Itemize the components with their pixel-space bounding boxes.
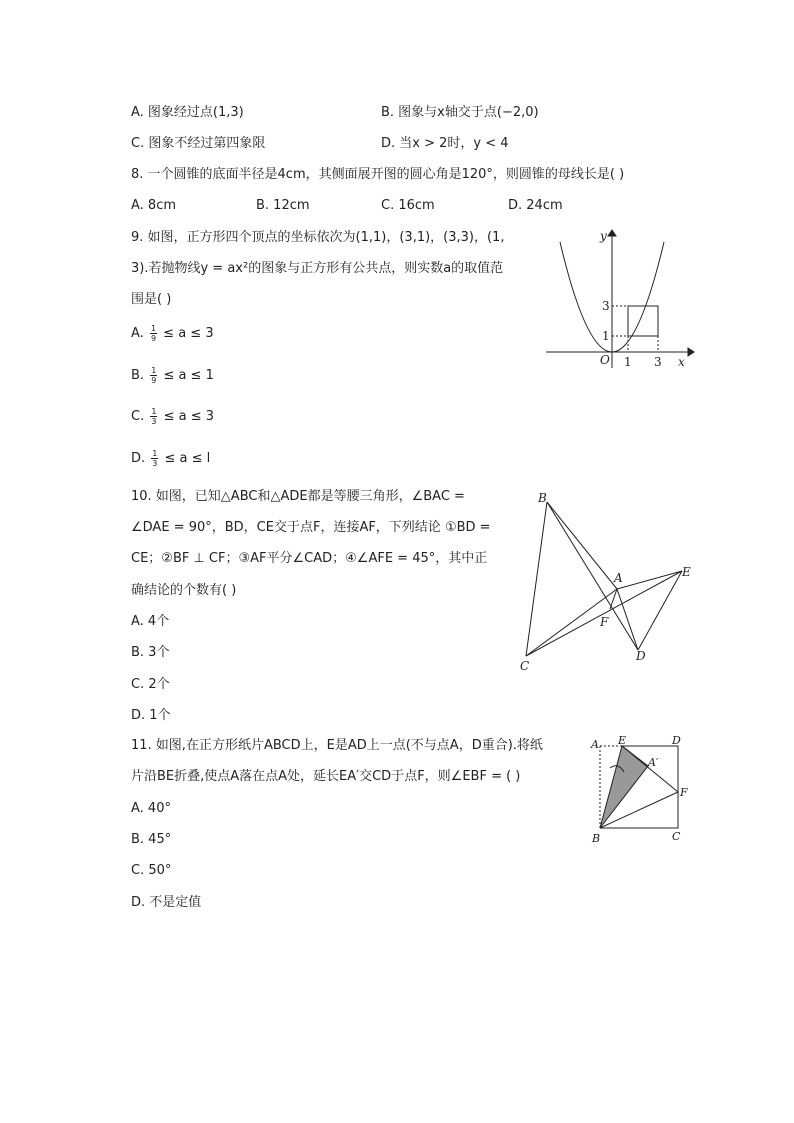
- label-D: D: [636, 649, 646, 663]
- tick-x-3: 3: [654, 355, 662, 369]
- label-B: B: [538, 491, 547, 505]
- q11-stem-line2: 片沿BE折叠,使点A落在点A处，延长EA′交CD于点F，则∠EBF = ( ): [131, 769, 521, 784]
- q8-option-c: C. 16cm: [381, 198, 435, 213]
- q10-stem-line3: CE；②BF ⊥ CF；③AF平分∠CAD；④∠AFE = 45°，其中正: [131, 551, 488, 566]
- label-C: C: [520, 659, 530, 673]
- folded-triangle: [600, 746, 648, 828]
- label-D: D: [672, 734, 681, 747]
- square: [628, 306, 658, 336]
- q9-option-c: C. $\frac{1}{3}$ ≤ a ≤ 3: [131, 407, 215, 426]
- q10-option-d: D. 1个: [131, 708, 171, 723]
- q9-stem-line2: 3).若抛物线y = ax²的图象与正方形有公共点，则实数a的取值范: [131, 261, 504, 276]
- label-E: E: [682, 565, 691, 579]
- label-A: A: [614, 571, 623, 585]
- q9-stem-line1: 9. 如图，正方形四个顶点的坐标依次为(1,1)，(3,1)，(3,3)，(1,: [131, 230, 505, 245]
- q9-option-b: B. $\frac{1}{9}$ ≤ a ≤ 1: [131, 366, 214, 385]
- x-label: x: [678, 355, 685, 369]
- q10-option-a: A. 4个: [131, 614, 170, 629]
- q9-option-a: A. $\frac{1}{9}$ ≤ a ≤ 3: [131, 324, 214, 343]
- label-C: C: [672, 830, 681, 843]
- label-F: F: [680, 786, 688, 799]
- q8-option-d: D. 24cm: [508, 198, 563, 213]
- q11-option-d: D. 不是定值: [131, 895, 202, 910]
- q8-stem: 8. 一个圆锥的底面半径是4cm，其侧面展开图的圆心角是120°，则圆锥的母线长是( ): [131, 167, 625, 182]
- q8-option-a: A. 8cm: [131, 198, 177, 213]
- label-B: B: [592, 832, 601, 845]
- tick-y-1: 1: [602, 329, 610, 343]
- q10-triangles-figure: [510, 488, 700, 678]
- tick-y-3: 3: [602, 299, 610, 313]
- q7-option-c: C. 图象不经过第四象限: [131, 136, 266, 151]
- q8-option-b: B. 12cm: [256, 198, 310, 213]
- y-label: y: [600, 229, 607, 243]
- label-A-prime: A′: [648, 756, 659, 769]
- q11-stem-line1: 11. 如图,在正方形纸片ABCD上，E是AD上一点(不与点A，D重合).将纸: [131, 738, 543, 753]
- label-E: E: [618, 734, 627, 747]
- label-A: A: [591, 738, 599, 751]
- q10-stem-line1: 10. 如图，已知△ABC和△ADE都是等腰三角形，∠BAC =: [131, 489, 465, 504]
- q11-option-b: B. 45°: [131, 832, 172, 847]
- q7-option-d: D. 当x > 2时，y < 4: [381, 136, 509, 151]
- y-axis-arrow: [608, 230, 616, 236]
- q9-stem-line3: 围是( ): [131, 292, 172, 307]
- origin-label: O: [600, 353, 610, 367]
- q10-option-b: B. 3个: [131, 645, 170, 660]
- q11-fold-figure: [588, 736, 698, 848]
- q10-option-c: C. 2个: [131, 677, 170, 692]
- q9-option-d: D. $\frac{1}{3}$ ≤ a ≤ l: [131, 449, 211, 468]
- q7-option-b: B. 图象与x轴交于点(−2,0): [381, 105, 539, 120]
- x-axis-arrow: [688, 348, 694, 356]
- q7-option-a: A. 图象经过点(1,3): [131, 105, 244, 120]
- q9-parabola-figure: [540, 222, 700, 374]
- label-F: F: [600, 615, 609, 629]
- tick-x-1: 1: [624, 355, 632, 369]
- q11-option-a: A. 40°: [131, 801, 171, 816]
- q10-stem-line2: ∠DAE = 90°，BD，CE交于点F，连接AF，下列结论 ①BD =: [131, 520, 491, 535]
- q10-stem-line4: 确结论的个数有( ): [131, 583, 237, 598]
- q11-option-c: C. 50°: [131, 863, 172, 878]
